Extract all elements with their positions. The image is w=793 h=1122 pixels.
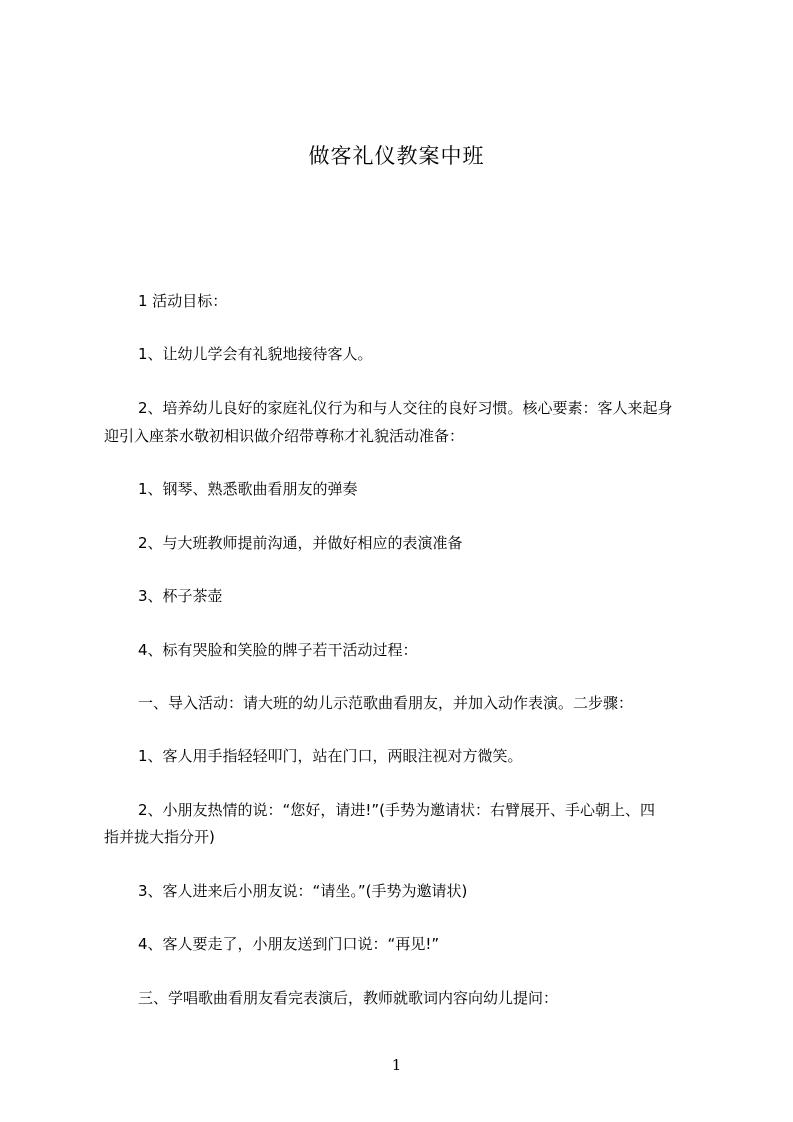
paragraph-step-1: 1、客人用手指轻轻叩门，站在门口，两眼注视对方微笑。: [138, 747, 523, 765]
paragraph-prep-4: 4、标有哭脸和笑脸的牌子若干活动过程：: [138, 641, 418, 659]
page-number: 1: [391, 1056, 402, 1074]
paragraph-prep-3: 3、杯子茶壶: [138, 587, 223, 605]
paragraph-prep-2: 2、与大班教师提前沟通，并做好相应的表演准备: [138, 534, 463, 552]
paragraph-objectives-heading: 1 活动目标：: [138, 292, 228, 310]
paragraph-objective-2-line2: 迎引入座茶水敬初相识做介绍带尊称才礼貌活动准备：: [104, 427, 465, 445]
document-title: 做客礼仪教案中班: [308, 144, 485, 168]
paragraph-objective-2-line1: 2、培养幼儿良好的家庭礼仪行为和与人交往的良好习惯。核心要素：客人来起身: [138, 399, 673, 417]
paragraph-step-2-line1: 2、小朋友热情的说：“您好，请进!”(手势为邀请状：右臂展开、手心朝上、四: [138, 801, 655, 819]
paragraph-section-3: 三、学唱歌曲看朋友看完表演后，教师就歌词内容向幼儿提问：: [138, 989, 559, 1007]
paragraph-objective-1: 1、让幼儿学会有礼貌地接待客人。: [138, 345, 373, 363]
paragraph-step-3: 3、客人进来后小朋友说：“请坐。”(手势为邀请状): [138, 882, 468, 900]
paragraph-step-2-line2: 指并拢大指分开): [104, 828, 215, 846]
paragraph-step-4: 4、客人要走了，小朋友送到门口说：“再见!”: [138, 935, 440, 953]
paragraph-prep-1: 1、钢琴、熟悉歌曲看朋友的弹奏: [138, 480, 358, 498]
paragraph-process-intro: 一、导入活动：请大班的幼儿示范歌曲看朋友，并加入动作表演。二步骤：: [138, 694, 634, 712]
